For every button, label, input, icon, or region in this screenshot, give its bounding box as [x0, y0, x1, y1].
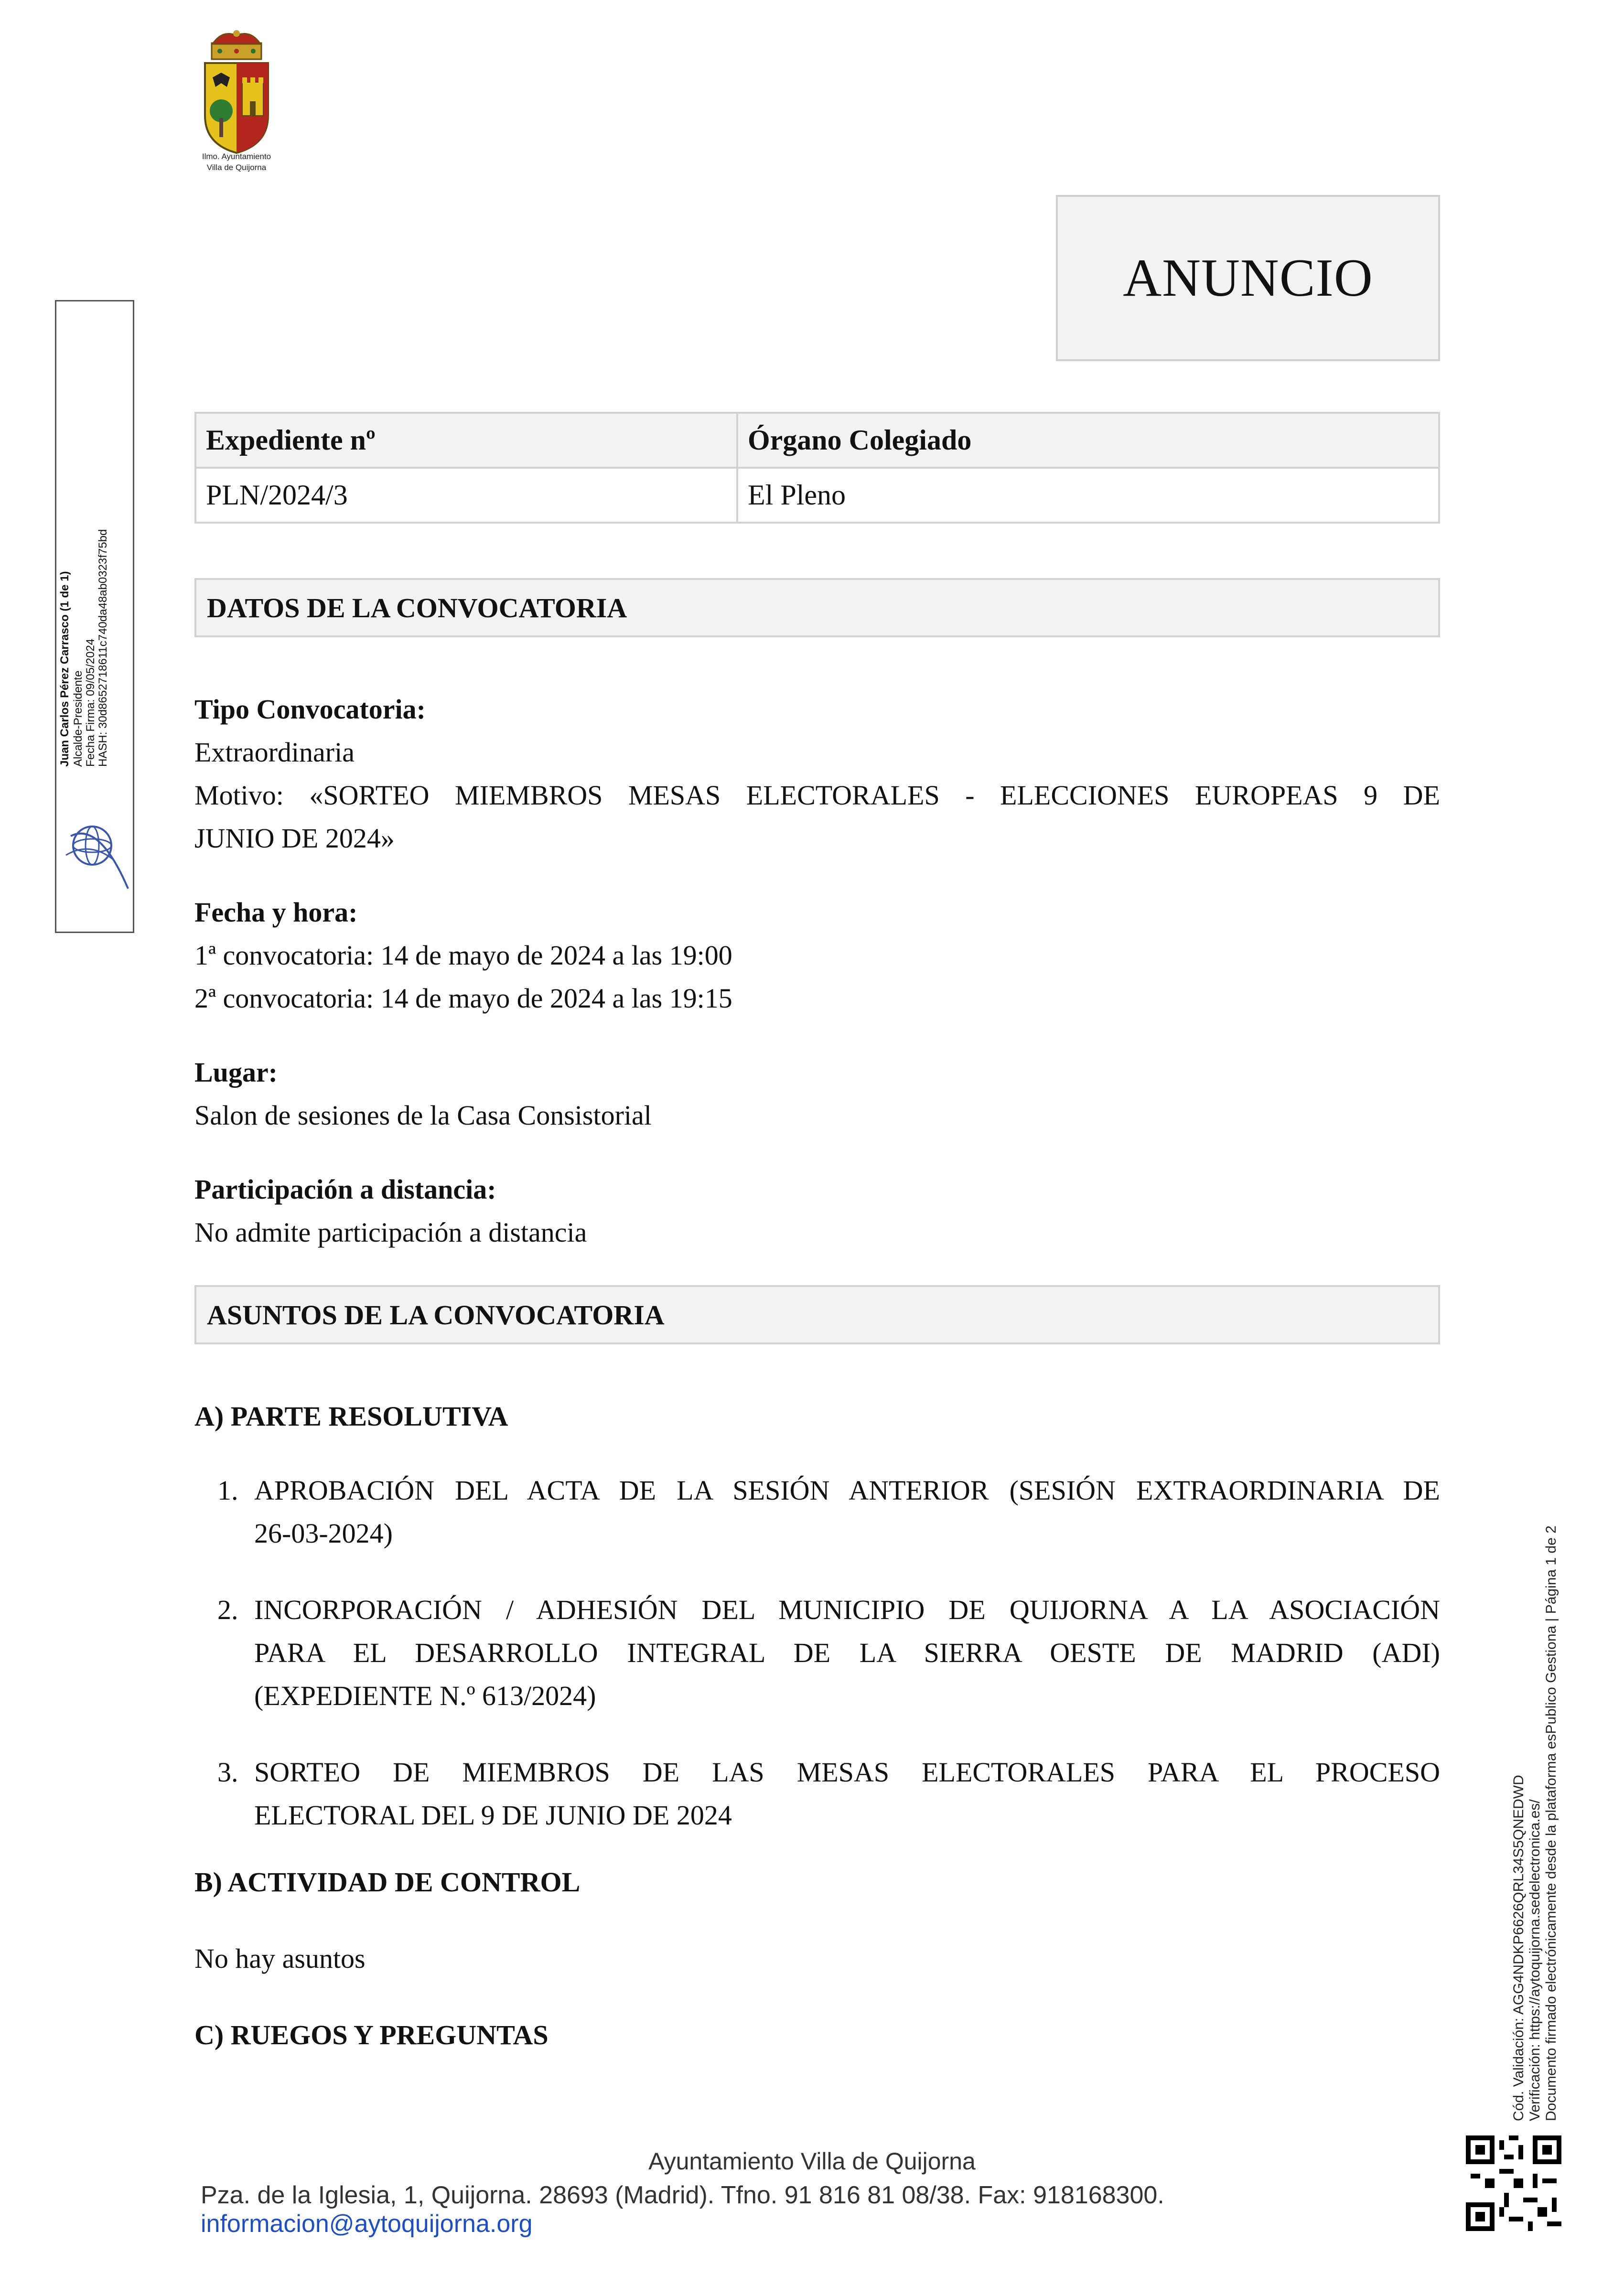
table-row [195, 468, 1439, 523]
table-header-row [195, 413, 1439, 468]
expediente-value: PLN/2024/3 [195, 468, 737, 523]
footer-email-link[interactable]: informacion@aytoquijorna.org [201, 2210, 533, 2238]
item-text-line: PARA EL DESARROLLO INTEGRAL DE LA SIERRA OESTE DE MADRID (ADI) [254, 1637, 1440, 1668]
tipo-value: Extraordinaria [194, 737, 355, 768]
item-number: 3. [217, 1757, 238, 1788]
list-item [194, 1469, 1440, 1555]
participacion-value: No admite participación a distancia [194, 1217, 587, 1248]
organo-header: Órgano Colegiado [737, 413, 1439, 468]
footer-address: Pza. de la Iglesia, 1, Quijorna. 28693 (Madrid). Tfno. 91 816 81 08/38. Fax: 918168300. [201, 2181, 1164, 2209]
motivo-line1: Motivo: «SORTEO MIEMBROS MESAS ELECTORALES - ELECCIONES EUROPEAS 9 DE [194, 780, 1440, 811]
section-datos-convocatoria: DATOS DE LA CONVOCATORIA [194, 578, 1440, 637]
expediente-table [194, 412, 1440, 524]
logo-caption-line1: Ilmo. Ayuntamiento [202, 152, 271, 161]
item-text-line: 26-03-2024) [254, 1518, 393, 1549]
expediente-header: Expediente nº [195, 413, 737, 468]
fecha-line2: 2ª convocatoria: 14 de mayo de 2024 a las 19:15 [194, 983, 732, 1014]
list-item [194, 1751, 1440, 1837]
tipo-label: Tipo Convocatoria: [194, 694, 426, 725]
validation-url: Verificación: https://aytoquijorna.sedelectronica.es/ [1527, 1799, 1543, 2121]
document-title: ANUNCIO [1056, 195, 1440, 361]
coat-of-arms-icon [198, 30, 275, 154]
motivo-line2: JUNIO DE 2024» [194, 823, 395, 854]
participacion-label: Participación a distancia: [194, 1174, 496, 1205]
asuntos-list [194, 1469, 1440, 1837]
signature-hash: HASH: 30d8652718611c740da48ab0323f75bd [97, 529, 109, 767]
signature-seal-icon [61, 812, 133, 896]
item-text-line: (EXPEDIENTE N.º 613/2024) [254, 1680, 596, 1711]
validation-code: Cód. Validación: AGG4NDKP6626QRL34S5QNEDWD [1511, 1775, 1527, 2121]
footer-organization: Ayuntamiento Villa de Quijorna [648, 2148, 976, 2175]
logo-caption-line2: Villa de Quijorna [206, 163, 267, 172]
item-text-line: ELECTORAL DEL 9 DE JUNIO DE 2024 [254, 1800, 732, 1831]
lugar-value: Salon de sesiones de la Casa Consistorial [194, 1100, 652, 1131]
parte-b-heading: B) ACTIVIDAD DE CONTROL [194, 1867, 581, 1898]
signature-date: Fecha Firma: 09/05/2024 [84, 638, 97, 767]
no-asuntos-text: No hay asuntos [194, 1943, 366, 1974]
parte-c-heading: C) RUEGOS Y PREGUNTAS [194, 2019, 549, 2050]
item-text-line: SORTEO DE MIEMBROS DE LAS MESAS ELECTORALES PARA EL PROCESO [254, 1757, 1440, 1788]
lugar-label: Lugar: [194, 1057, 278, 1088]
footer-contact [201, 2181, 1443, 2238]
validation-note: Documento firmado electrónicamente desde la plataforma esPublico Gestiona | Página 1 de 2 [1543, 1525, 1559, 2121]
coat-of-arms-logo [198, 30, 275, 178]
signer-role: Alcalde-Presidente [72, 670, 85, 767]
item-text-line: INCORPORACIÓN / ADHESIÓN DEL MUNICIPIO DE QUIJORNA A LA ASOCIACIÓN [254, 1594, 1440, 1625]
item-number: 1. [217, 1475, 238, 1506]
parte-a-heading: A) PARTE RESOLUTIVA [194, 1401, 508, 1432]
fecha-label: Fecha y hora: [194, 897, 358, 928]
organo-value: El Pleno [737, 468, 1439, 523]
signer-name: Juan Carlos Pérez Carrasco (1 de 1) [58, 571, 71, 767]
fecha-line1: 1ª convocatoria: 14 de mayo de 2024 a las 19:00 [194, 940, 732, 971]
section-asuntos-convocatoria: ASUNTOS DE LA CONVOCATORIA [194, 1285, 1440, 1344]
item-text-line: APROBACIÓN DEL ACTA DE LA SESIÓN ANTERIOR (SESIÓN EXTRAORDINARIA DE [254, 1475, 1440, 1506]
item-number: 2. [217, 1594, 238, 1625]
list-item [194, 1588, 1440, 1717]
